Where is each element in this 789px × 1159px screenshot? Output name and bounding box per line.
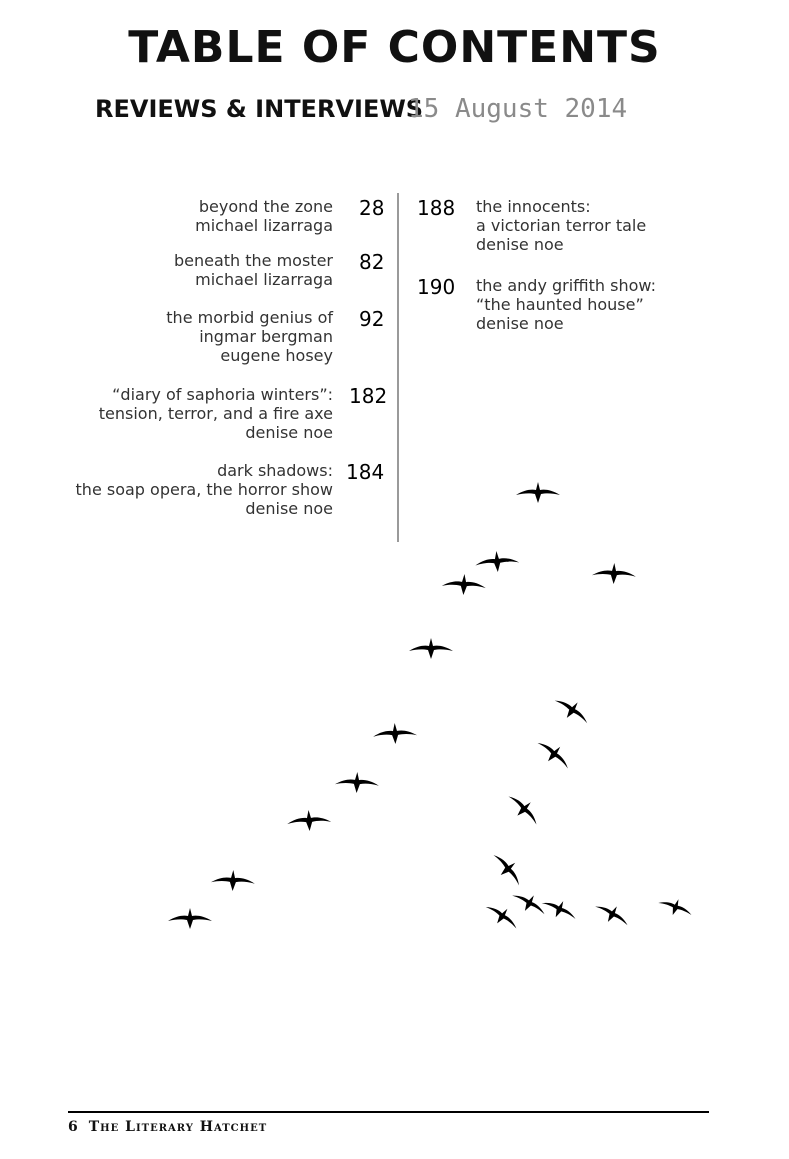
entry-page-number: 184 [346, 460, 385, 484]
entry-page-number: 188 [417, 196, 456, 220]
entry-page-number: 182 [349, 384, 388, 408]
entry-page-number: 92 [359, 307, 385, 331]
footer-publication: The Literary Hatchet [88, 1119, 268, 1135]
bird-12 [533, 734, 575, 774]
footer-page-number: 6 [68, 1119, 79, 1135]
bird-11 [551, 691, 594, 729]
bird-4 [592, 562, 637, 585]
bird-10 [168, 908, 212, 929]
entry-page-number: 28 [359, 196, 385, 220]
entry-title: the andy griffith show: [476, 276, 657, 295]
entry-title: “diary of saphoria winters”: [112, 385, 333, 404]
toc-entry[interactable] [0, 385, 400, 445]
bird-14 [488, 848, 528, 890]
bird-1 [516, 482, 560, 503]
entry-author: denise noe [245, 423, 333, 442]
page-title: TABLE OF CONTENTS [128, 22, 661, 73]
entry-title: dark shadows: [217, 461, 333, 480]
toc-entry[interactable] [0, 308, 400, 368]
entry-author: denise noe [476, 235, 564, 254]
bird-3 [441, 573, 486, 596]
toc-entry[interactable] [0, 197, 400, 237]
entry-title: beneath the moster [173, 251, 333, 270]
bird-flock-icon [0, 470, 789, 940]
entry-title: the innocents: [476, 197, 591, 216]
entry-author: michael lizarraga [195, 216, 333, 235]
issue-date: 15 August 2014 [408, 94, 628, 124]
entry-author: michael lizarraga [195, 270, 333, 289]
entry-title: the morbid genius of [166, 308, 333, 327]
entry-title: a victorian terror tale [476, 216, 647, 235]
entry-title: beyond the zone [198, 197, 333, 216]
bird-19 [656, 893, 695, 921]
entry-author: eugene hosey [220, 346, 333, 365]
section-heading: REVIEWS & INTERVIEWS [95, 95, 424, 123]
entry-title: ingmar bergman [199, 327, 333, 346]
bird-5 [409, 638, 453, 659]
bird-16 [539, 893, 580, 925]
toc-entry[interactable] [417, 197, 717, 257]
bird-17 [482, 898, 523, 934]
entry-page-number: 82 [359, 250, 385, 274]
bird-9 [211, 869, 256, 892]
bird-13 [503, 788, 544, 829]
entry-author: denise noe [245, 499, 333, 518]
footer-rule [68, 1111, 709, 1113]
entry-title: the soap opera, the horror show [75, 480, 333, 499]
bird-7 [335, 771, 380, 794]
toc-entry[interactable] [0, 251, 400, 291]
bird-6 [373, 722, 418, 745]
toc-entry[interactable] [417, 276, 717, 336]
bird-2 [474, 549, 519, 573]
bird-8 [287, 809, 332, 832]
bird-18 [592, 897, 633, 931]
entry-title: “the haunted house” [476, 295, 644, 314]
page-footer [68, 1119, 267, 1135]
entry-page-number: 190 [417, 275, 456, 299]
entry-title: tension, terror, and a fire axe [98, 404, 333, 423]
entry-author: denise noe [476, 314, 564, 333]
